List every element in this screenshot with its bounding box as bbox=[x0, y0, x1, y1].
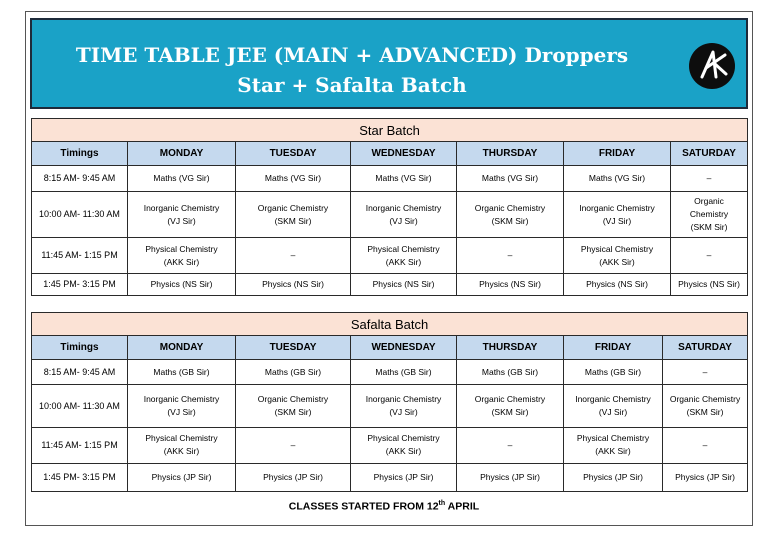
class-cell-line: Organic Chemistry bbox=[257, 202, 329, 213]
class-cell-line: Physics (JP Sir) bbox=[583, 471, 643, 482]
class-cell bbox=[128, 166, 236, 192]
class-cell bbox=[457, 166, 564, 192]
title-line-1: TIME TABLE JEE (MAIN + ADVANCED) Droppers bbox=[75, 43, 629, 67]
day-header: SATURDAY bbox=[671, 142, 748, 166]
page-title bbox=[32, 40, 672, 100]
class-cell-line: (SKM Sir) bbox=[491, 407, 529, 417]
class-cell bbox=[351, 360, 457, 385]
day-header: WEDNESDAY bbox=[351, 142, 457, 166]
day-header: FRIDAY bbox=[564, 336, 663, 360]
class-cell bbox=[351, 166, 457, 192]
title-banner bbox=[30, 18, 748, 109]
class-cell-line: Maths (GB Sir) bbox=[584, 366, 642, 377]
classes-start-note bbox=[0, 500, 768, 513]
class-cell-line: (VJ Sir) bbox=[167, 407, 196, 417]
class-cell bbox=[564, 463, 663, 491]
class-cell-line: Physical Chemistry bbox=[367, 243, 440, 254]
class-cell-line: Maths (VG Sir) bbox=[481, 173, 539, 183]
class-cell bbox=[663, 360, 748, 385]
class-cell-line: Maths (GB Sir) bbox=[481, 366, 539, 377]
class-cell bbox=[457, 360, 564, 385]
class-cell-line: Maths (GB Sir) bbox=[264, 366, 322, 377]
class-cell-line: Physical Chemistry bbox=[576, 433, 650, 444]
class-cell-line: Maths (VG Sir) bbox=[375, 173, 432, 183]
class-cell bbox=[457, 427, 564, 463]
class-cell-line: (SKM Sir) bbox=[690, 222, 728, 232]
time-slot-cell: 11:45 AM- 1:15 PM bbox=[32, 238, 128, 274]
class-cell bbox=[128, 385, 236, 427]
title-line-2: Star + Safalta Batch bbox=[237, 73, 467, 97]
class-cell bbox=[351, 192, 457, 238]
class-cell-line: (VJ Sir) bbox=[389, 407, 418, 417]
class-cell bbox=[128, 360, 236, 385]
class-cell-line: Physical Chemistry bbox=[580, 243, 654, 254]
time-slot-cell: 1:45 PM- 3:15 PM bbox=[32, 274, 128, 296]
class-cell-line: Physics (JP Sir) bbox=[263, 471, 323, 482]
class-cell bbox=[351, 274, 457, 296]
class-cell-line: (AKK Sir) bbox=[163, 446, 200, 457]
safalta-batch-table bbox=[31, 312, 748, 492]
class-cell bbox=[236, 274, 351, 296]
class-cell-line: Organic Chemistry bbox=[257, 394, 329, 404]
day-header: FRIDAY bbox=[564, 142, 671, 166]
star-batch-caption: Star Batch bbox=[32, 119, 748, 142]
class-cell-line: Physical Chemistry bbox=[145, 433, 218, 444]
class-cell-line: Maths (GB Sir) bbox=[153, 366, 210, 377]
class-cell bbox=[236, 427, 351, 463]
class-cell-line: (VJ Sir) bbox=[389, 215, 418, 226]
class-cell-line: (AKK Sir) bbox=[595, 446, 631, 457]
day-header: TUESDAY bbox=[236, 336, 351, 360]
class-cell-line: Inorganic Chemistry bbox=[575, 394, 651, 404]
class-cell bbox=[457, 192, 564, 238]
day-header: THURSDAY bbox=[457, 336, 564, 360]
class-cell-line: Physics (NS Sir) bbox=[479, 279, 541, 289]
time-slot-cell: 11:45 AM- 1:15 PM bbox=[32, 427, 128, 463]
class-cell bbox=[236, 192, 351, 238]
class-cell-line: Organic Chemistry bbox=[474, 394, 546, 404]
class-cell bbox=[128, 238, 236, 274]
class-cell-line: Inorganic Chemistry bbox=[365, 394, 442, 404]
class-cell-line: Inorganic Chemistry bbox=[365, 202, 442, 213]
class-cell bbox=[564, 427, 663, 463]
class-cell-line: (AKK Sir) bbox=[385, 446, 422, 457]
class-cell bbox=[671, 274, 748, 296]
class-cell-line: Chemistry bbox=[689, 209, 729, 219]
class-cell bbox=[128, 427, 236, 463]
day-header: TUESDAY bbox=[236, 142, 351, 166]
class-cell bbox=[351, 238, 457, 274]
class-cell-line: Physics (NS Sir) bbox=[372, 279, 435, 289]
class-cell bbox=[564, 360, 663, 385]
class-cell-line: (AKK Sir) bbox=[163, 256, 200, 267]
class-cell bbox=[564, 166, 671, 192]
class-cell-line: (SKM Sir) bbox=[686, 407, 724, 417]
class-cell bbox=[663, 427, 748, 463]
class-cell bbox=[564, 192, 671, 238]
table-row bbox=[32, 274, 748, 296]
table-row bbox=[32, 166, 748, 192]
class-cell bbox=[564, 274, 671, 296]
class-cell bbox=[671, 192, 748, 238]
class-cell bbox=[128, 274, 236, 296]
class-cell-line: Inorganic Chemistry bbox=[143, 202, 220, 213]
class-cell bbox=[457, 274, 564, 296]
class-cell bbox=[236, 463, 351, 491]
safalta-batch-caption: Safalta Batch bbox=[32, 313, 748, 336]
time-slot-cell: 10:00 AM- 11:30 AM bbox=[32, 385, 128, 427]
class-cell-line: (SKM Sir) bbox=[274, 407, 312, 417]
class-cell-line: Physics (NS Sir) bbox=[586, 279, 648, 289]
class-cell bbox=[351, 463, 457, 491]
ak-logo-icon bbox=[689, 43, 735, 89]
class-cell bbox=[236, 238, 351, 274]
class-cell bbox=[351, 427, 457, 463]
class-cell bbox=[128, 192, 236, 238]
class-cell-line: (SKM Sir) bbox=[274, 215, 312, 226]
class-cell bbox=[457, 463, 564, 491]
class-cell bbox=[671, 238, 748, 274]
class-cell-line: Physical Chemistry bbox=[145, 243, 218, 254]
class-cell-line: (AKK Sir) bbox=[599, 256, 635, 267]
class-cell-line: Inorganic Chemistry bbox=[143, 394, 220, 404]
class-cell-line: Physics (JP Sir) bbox=[675, 471, 735, 482]
class-cell-line: Physics (NS Sir) bbox=[678, 279, 740, 289]
timings-header: Timings bbox=[32, 336, 128, 360]
class-cell-line: Physics (JP Sir) bbox=[480, 471, 540, 482]
class-cell-line: Organic bbox=[694, 196, 724, 206]
class-cell-line: – bbox=[290, 250, 296, 260]
class-cell bbox=[457, 238, 564, 274]
table-row bbox=[32, 463, 748, 491]
day-header: THURSDAY bbox=[457, 142, 564, 166]
class-cell bbox=[671, 166, 748, 192]
day-header: MONDAY bbox=[128, 142, 236, 166]
class-cell-line: Organic Chemistry bbox=[669, 394, 741, 404]
footer-text: CLASSES STARTED FROM 12 bbox=[288, 500, 439, 513]
class-cell-line: – bbox=[702, 439, 708, 450]
footer-superscript: th bbox=[438, 500, 446, 507]
class-cell-line: – bbox=[702, 366, 708, 377]
class-cell-line: Physical Chemistry bbox=[367, 433, 440, 444]
class-cell-line: Physics (NS Sir) bbox=[262, 279, 324, 289]
class-cell-line: Physics (JP Sir) bbox=[151, 471, 212, 482]
class-cell bbox=[663, 385, 748, 427]
class-cell-line: Maths (VG Sir) bbox=[264, 173, 322, 183]
class-cell bbox=[663, 463, 748, 491]
class-cell-line: – bbox=[706, 250, 712, 260]
table-row bbox=[32, 238, 748, 274]
class-cell-line: (SKM Sir) bbox=[491, 215, 529, 226]
class-cell bbox=[564, 238, 671, 274]
class-cell bbox=[236, 166, 351, 192]
class-cell-line: Physics (NS Sir) bbox=[150, 279, 213, 289]
class-cell-line: (VJ Sir) bbox=[602, 215, 632, 226]
class-cell-line: Maths (VG Sir) bbox=[153, 173, 210, 183]
timings-header: Timings bbox=[32, 142, 128, 166]
class-cell-line: Inorganic Chemistry bbox=[579, 202, 655, 213]
table-row bbox=[32, 360, 748, 385]
time-slot-cell: 8:15 AM- 9:45 AM bbox=[32, 166, 128, 192]
class-cell bbox=[236, 385, 351, 427]
table-row bbox=[32, 385, 748, 427]
class-cell bbox=[351, 385, 457, 427]
class-cell-line: Maths (GB Sir) bbox=[375, 366, 432, 377]
star-batch-table bbox=[31, 118, 748, 296]
class-cell-line: (VJ Sir) bbox=[167, 215, 196, 226]
class-cell bbox=[564, 385, 663, 427]
day-header: MONDAY bbox=[128, 336, 236, 360]
class-cell-line: – bbox=[507, 439, 513, 450]
class-cell bbox=[236, 360, 351, 385]
table-row bbox=[32, 192, 748, 238]
table-row bbox=[32, 427, 748, 463]
class-cell-line: (VJ Sir) bbox=[598, 407, 628, 417]
day-header: SATURDAY bbox=[663, 336, 748, 360]
class-cell-line: – bbox=[507, 250, 513, 260]
class-cell-line: (AKK Sir) bbox=[385, 256, 422, 267]
class-cell bbox=[457, 385, 564, 427]
time-slot-cell: 1:45 PM- 3:15 PM bbox=[32, 463, 128, 491]
class-cell-line: Maths (VG Sir) bbox=[588, 173, 646, 183]
class-cell-line: Physics (JP Sir) bbox=[373, 471, 434, 482]
class-cell-line: – bbox=[290, 439, 296, 450]
class-cell bbox=[128, 463, 236, 491]
day-header: WEDNESDAY bbox=[351, 336, 457, 360]
time-slot-cell: 10:00 AM- 11:30 AM bbox=[32, 192, 128, 238]
class-cell-line: Organic Chemistry bbox=[474, 202, 546, 213]
time-slot-cell: 8:15 AM- 9:45 AM bbox=[32, 360, 128, 385]
footer-text-end: APRIL bbox=[445, 500, 480, 513]
class-cell-line: – bbox=[706, 173, 712, 183]
